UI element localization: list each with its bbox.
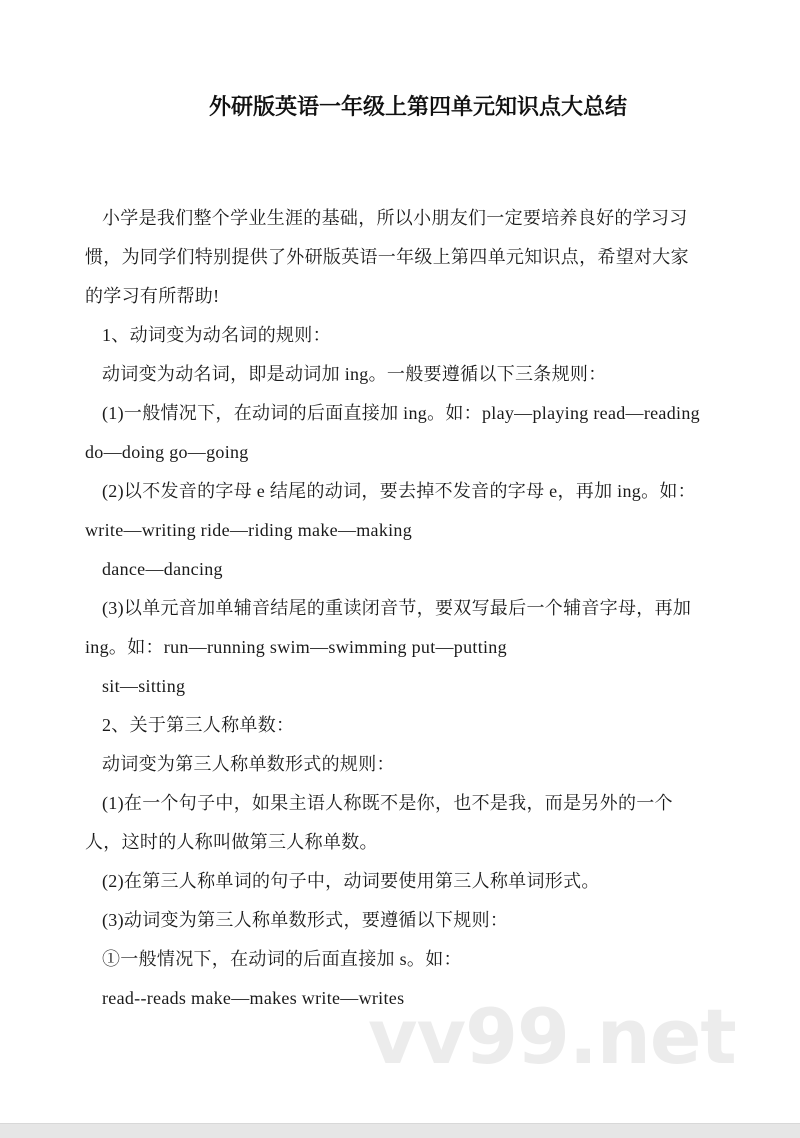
paragraph-line: do—doing go—going [85,442,249,462]
document-title: 外研版英语一年级上第四单元知识点大总结 [208,95,627,120]
paragraph-line: write—writing ride—riding make—making [85,520,413,540]
paragraph-line: ing。如：run—running swim—swimming put—putting [85,637,507,657]
paragraph-line: ①一般情况下，在动词的后面直接加 s。如： [102,949,462,969]
paragraph-line: (2)以不发音的字母 e 结尾的动词，要去掉不发音的字母 e，再加 ing。如： [102,481,696,501]
paragraph-line: 人，这时的人称叫做第三人称单数。 [85,832,378,852]
document-body [85,199,725,1018]
watermark: vv99.net [368,992,736,1081]
page-bottom-edge [0,1123,800,1138]
paragraph-line: 惯，为同学们特别提供了外研版英语一年级上第四单元知识点，希望对大家 [85,247,689,267]
paragraph-line: 小学是我们整个学业生涯的基础，所以小朋友们一定要培养良好的学习习 [102,208,688,228]
paragraph-line: 动词变为第三人称单数形式的规则： [102,754,395,774]
paragraph-line: read--reads make—makes write—writes [102,988,405,1008]
paragraph-line: sit—sitting [102,676,186,696]
paragraph-line: (1)一般情况下，在动词的后面直接加 ing。如：play—playing read—reading [102,403,700,423]
paragraph-line: 动词变为动名词，即是动词加 ing。一般要遵循以下三条规则： [102,364,607,384]
paragraph-line: (3)动词变为第三人称单数形式，要遵循以下规则： [102,910,509,930]
paragraph-line: 的学习有所帮助! [85,286,220,306]
paragraph-line: (2)在第三人称单词的句子中，动词要使用第三人称单词形式。 [102,871,600,891]
paragraph-line: (3)以单元音加单辅音结尾的重读闭音节，要双写最后一个辅音字母，再加 [102,598,692,618]
paragraph-line: (1)在一个句子中，如果主语人称既不是你，也不是我，而是另外的一个 [102,793,673,813]
section-heading: 2、关于第三人称单数： [102,715,295,735]
section-heading: 1、动词变为动名词的规则： [102,325,331,345]
paragraph-line: dance—dancing [102,559,223,579]
